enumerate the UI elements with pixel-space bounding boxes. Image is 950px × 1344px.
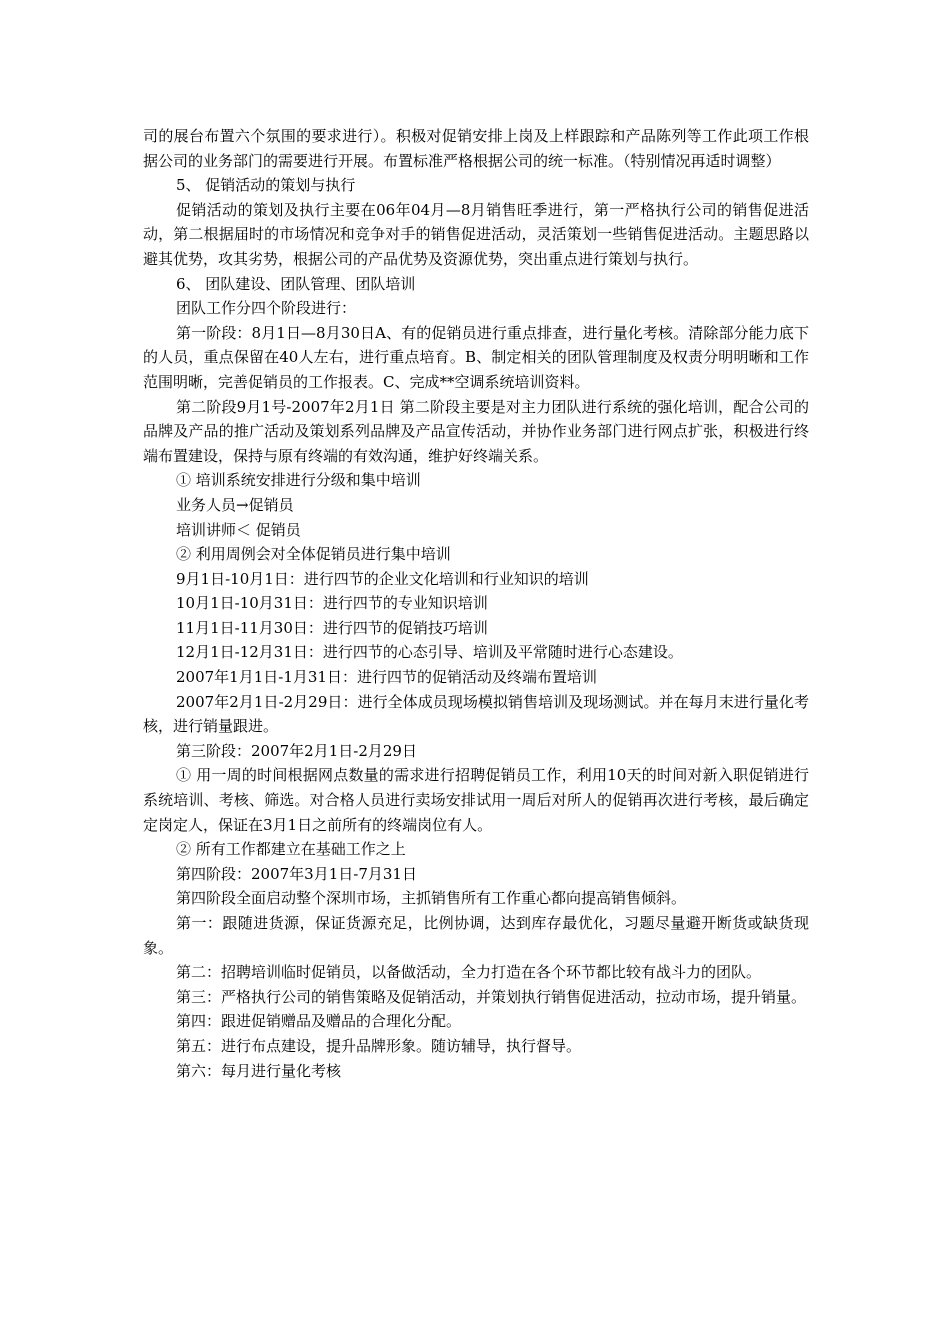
list-item: 第二：招聘培训临时促销员，以备做活动，全力打造在各个环节都比较有战斗力的团队。 bbox=[176, 963, 762, 982]
paragraph: 第二阶段9月1号-2007年2月1日 第二阶段主要是对主力团队进行系统的强化培训，配合公司的品牌及产品的推广活动及策划系列品牌及产品宣传活动，并协作业务部门进行网点扩张，积极进行终端布置建设，保持与原有终端的有效沟通，维护好终端关系。 bbox=[143, 397, 809, 465]
paragraph: 第四阶段全面启动整个深圳市场，主抓销售所有工作重心都向提高销售倾斜。 bbox=[176, 889, 687, 908]
paragraph: 第三阶段：2007年2月1日-2月29日 bbox=[176, 741, 417, 760]
schedule-line: 11月1日-11月30日：进行四节的促销技巧培训 bbox=[176, 618, 488, 637]
document-page bbox=[143, 124, 809, 1083]
schedule-line: 12月1日-12月31日：进行四节的心态引导、培训及平常随时进行心态建设。 bbox=[176, 643, 683, 662]
list-item: ② 利用周例会对全体促销员进行集中培训 bbox=[176, 545, 451, 564]
section-heading-6: 6、 团队建设、团队管理、团队培训 bbox=[176, 274, 416, 293]
paragraph: 第一阶段：8月1日—8月30日A、有的促销员进行重点排查，进行量化考核。清除部分能力底下的人员，重点保留在40人左右，进行重点培育。B、制定相关的团队管理制度及权责分明明晰和工作范围明晰，完善促销员的工作报表。C、完成**空调系统培训资料。 bbox=[143, 323, 809, 391]
paragraph: 第四阶段：2007年3月1日-7月31日 bbox=[176, 864, 417, 883]
list-item: 第四：跟进促销赠品及赠品的合理化分配。 bbox=[176, 1012, 462, 1031]
schedule-line: 2007年1月1日-1月31日：进行四节的促销活动及终端布置培训 bbox=[176, 668, 597, 687]
list-item: 业务人员→促销员 bbox=[176, 495, 294, 514]
paragraph: 团队工作分四个阶段进行： bbox=[176, 299, 357, 318]
schedule-line: 10月1日-10月31日：进行四节的专业知识培训 bbox=[176, 594, 488, 613]
list-item: 培训讲师＜ 促销员 bbox=[176, 520, 301, 539]
list-item: ② 所有工作都建立在基础工作之上 bbox=[176, 840, 406, 859]
section-heading-5: 5、 促销活动的策划与执行 bbox=[176, 176, 356, 195]
list-item: ① 培训系统安排进行分级和集中培训 bbox=[176, 471, 421, 490]
list-item: 第一：跟随进货源，保证货源充足，比例协调，达到库存最优化，习题尽量避开断货或缺货现象。 bbox=[143, 914, 809, 957]
list-item: 第六：每月进行量化考核 bbox=[176, 1061, 342, 1080]
schedule-line: 2007年2月1日-2月29日：进行全体成员现场模拟销售培训及现场测试。并在每月末进行量化考核，进行销量跟进。 bbox=[143, 692, 809, 736]
list-item: 第三：严格执行公司的销售策略及促销活动，并策划执行销售促进活动，拉动市场，提升销量。 bbox=[176, 987, 807, 1006]
paragraph: 司的展台布置六个氛围的要求进行）。积极对促销安排上岗及上样跟踪和产品陈列等工作此项工作根据公司的业务部门的需要进行开展。布置标准严格根据公司的统一标准。（特别情况再适时调整） bbox=[143, 127, 809, 170]
list-item: 第五：进行布点建设，提升品牌形象。随访辅导，执行督导。 bbox=[176, 1036, 582, 1055]
list-item: ① 用一周的时间根据网点数量的需求进行招聘促销员工作，利用10天的时间对新入职促销进行系统培训、考核、筛选。对合格人员进行卖场安排试用一周后对所人的促销再次进行考核，最后确定定岗定人，保证在3月1日之前所有的终端岗位有人。 bbox=[143, 766, 809, 834]
paragraph: 促销活动的策划及执行主要在06年04月—8月销售旺季进行，第一严格执行公司的销售促进活动，第二根据届时的市场情况和竞争对手的销售促进活动，灵活策划一些销售促进活动。主题思路以避其优势，攻其劣势，根据公司的产品优势及资源优势，突出重点进行策划与执行。 bbox=[143, 200, 809, 268]
schedule-line: 9月1日-10月1日：进行四节的企业文化培训和行业知识的培训 bbox=[176, 569, 589, 588]
